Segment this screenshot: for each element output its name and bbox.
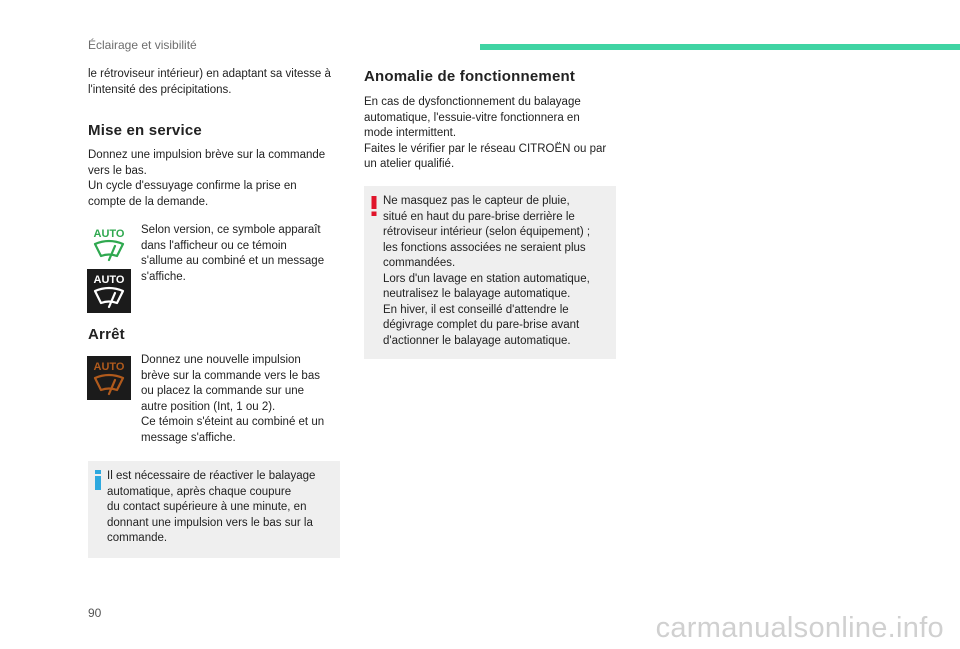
intro-text <box>88 67 331 98</box>
text-line: message s'affiche. <box>141 431 236 444</box>
mise-en-service-text <box>88 148 325 210</box>
text-line: autre position (Int, 1 ou 2). <box>141 400 276 413</box>
text-line: commande. <box>107 532 168 544</box>
auto-icon-label: AUTO <box>93 361 125 373</box>
warning-note-text <box>383 194 590 349</box>
section-title: Éclairage et visibilité <box>88 38 197 52</box>
text-line: donnant une impulsion vers le bas sur la <box>107 516 313 529</box>
anomalie-text <box>364 95 606 173</box>
arret-text <box>141 353 324 446</box>
text-line: Il est nécessaire de réactiver le balayage <box>107 470 316 482</box>
warning-icon <box>370 196 378 216</box>
text-line: commandées. <box>383 257 456 269</box>
text-line: Lors d'un lavage en station automatique, <box>383 272 590 285</box>
section-accent-bar <box>480 44 960 50</box>
text-line: Donnez une nouvelle impulsion <box>141 354 301 366</box>
text-line: Ne masquez pas le capteur de pluie, <box>383 195 570 207</box>
text-line: situé en haut du pare-brise derrière le <box>383 210 575 223</box>
auto-wiper-white-icon <box>87 269 131 313</box>
symbol-description <box>141 223 324 285</box>
text-line: d'actionner le balayage automatique. <box>383 334 571 347</box>
info-note <box>88 461 340 558</box>
text-line: En hiver, il est conseillé d'attendre le <box>383 303 569 316</box>
text-line: l'intensité des précipitations. <box>88 83 232 96</box>
text-line: ou placez la commande sur une <box>141 385 305 397</box>
page-number: 90 <box>88 606 102 620</box>
text-line: s'affiche. <box>141 270 186 283</box>
text-line: automatique, après chaque coupure <box>107 485 292 498</box>
text-line: dans l'afficheur ou ce témoin <box>141 239 287 252</box>
text-line: dégivrage complet du pare-brise avant <box>383 319 580 331</box>
text-line: s'allume au combiné et un message <box>141 255 325 267</box>
heading-anomalie: Anomalie de fonctionnement <box>364 68 576 85</box>
text-line: vers le bas. <box>88 164 147 177</box>
text-line: automatique, l'essuie-vitre fonctionnera en <box>364 111 580 124</box>
text-line: rétroviseur intérieur (selon équipement) ; <box>383 226 591 238</box>
auto-icon-label: AUTO <box>93 274 125 286</box>
text-line: Un cycle d'essuyage confirme la prise en <box>88 180 297 192</box>
watermark: carmanualsonline.info <box>655 612 944 644</box>
text-line: les fonctions associées ne seraient plus <box>383 241 586 254</box>
auto-wiper-green-icon <box>87 222 131 266</box>
text-line: un atelier qualifié. <box>364 158 455 170</box>
text-line: Donnez une impulsion brève sur la commande <box>88 149 326 161</box>
text-line: En cas de dysfonctionnement du balayage <box>364 96 581 108</box>
text-line: mode intermittent. <box>364 127 457 139</box>
text-line: Faites le vérifier par le réseau CITROËN ou par <box>364 142 607 155</box>
text-line: du contact supérieure à une minute, en <box>107 501 307 513</box>
text-line: neutralisez le balayage automatique. <box>383 288 571 300</box>
text-line: brève sur la commande vers le bas <box>141 369 320 382</box>
text-line: Ce témoin s'éteint au combiné et un <box>141 416 325 428</box>
auto-wiper-amber-icon <box>87 356 131 400</box>
warning-note <box>364 186 616 359</box>
text-line: Selon version, ce symbole apparaît <box>141 224 321 236</box>
info-icon <box>94 470 102 490</box>
text-line: compte de la demande. <box>88 195 209 208</box>
text-line: le rétroviseur intérieur) en adaptant sa vitesse à <box>88 68 331 80</box>
heading-mise-en-service: Mise en service <box>88 122 202 139</box>
info-note-text <box>107 469 315 547</box>
heading-arret: Arrêt <box>88 326 125 343</box>
auto-icon-label: AUTO <box>93 228 125 240</box>
